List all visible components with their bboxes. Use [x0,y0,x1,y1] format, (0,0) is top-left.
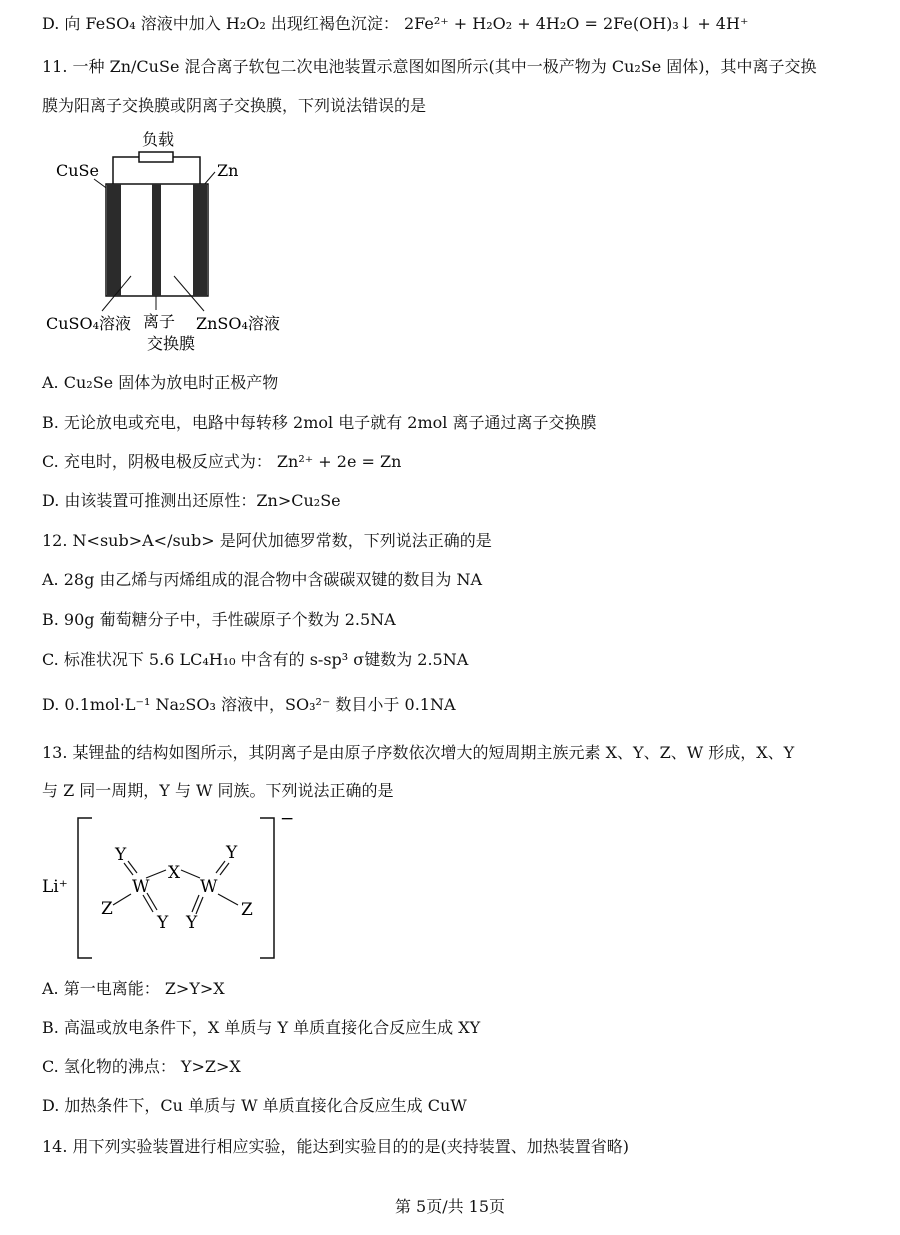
ion-exchange-membrane [152,184,161,296]
q11-option-d: D. 由该装置可推测出还原性：Zn>Cu₂Se [42,491,341,510]
zn-electrode-label: Zn [217,161,239,180]
atom-x: X [168,863,181,883]
right-bracket [260,818,274,958]
q13-option-a: A. 第一电离能： Z>Y>X [42,979,225,998]
q11-stem-line2: 膜为阳离子交换膜或阴离子交换膜，下列说法错误的是 [42,96,427,115]
atom-w-right: W [200,877,218,897]
atom-w-left: W [132,877,150,897]
q12-option-a: A. 28g 由乙烯与丙烯组成的混合物中含碳碳双键的数目为 NA [42,570,483,589]
atom-z-right: Z [241,900,253,920]
atom-y-top-left: Y [115,845,127,865]
q13-option-d: D. 加热条件下，Cu 单质与 W 单质直接化合反应生成 CuW [42,1096,467,1115]
page-number: 第 5页/共 15页 [394,1197,506,1216]
left-wire [113,157,139,185]
load-resistor [139,152,173,162]
q10-option-d: D. 向 FeSO₄ 溶液中加入 H₂O₂ 出现红褐色沉淀： 2Fe²⁺ + H₂O₂ + 4H₂O = 2Fe(OH)₃↓ + 4H⁺ [42,14,749,33]
atom-y-bottom-left: Y [157,913,169,933]
q12-stem: 12. N<sub>A</sub> 是阿伏加德罗常数，下列说法正确的是 [42,531,492,550]
q12-option-b: B. 90g 葡萄糖分子中，手性碳原子个数为 2.5NA [42,610,396,629]
left-bracket [78,818,92,958]
q11-option-a: A. Cu₂Se 固体为放电时正极产物 [42,373,279,392]
q14-stem: 14. 用下列实验装置进行相应实验，能达到实验目的的是(夹持装置、加热装置省略) [42,1137,630,1156]
q13-stem-line2: 与 Z 同一周期，Y 与 W 同族。下列说法正确的是 [42,781,394,800]
membrane-label-line2: 交换膜 [146,334,196,353]
battery-diagram [40,128,300,358]
atom-y-bottom-right: Y [186,913,198,933]
q12-option-d: D. 0.1mol·L⁻¹ Na₂SO₃ 溶液中，SO₃²⁻ 数目小于 0.1NA [42,695,456,714]
cuso4-solution-label: CuSO₄溶液 [46,314,132,333]
atom-y-top-right: Y [226,843,238,863]
anion-charge: − [280,810,295,829]
q11-option-b: B. 无论放电或充电，电路中每转移 2mol 电子就有 2mol 离子通过离子交换膜 [42,413,597,432]
cuse-electrode-label: CuSe [56,161,99,180]
load-label: 负载 [141,130,175,149]
q13-stem-line1: 13. 某锂盐的结构如图所示，其阴离子是由原子序数依次增大的短周期主族元素 X、Y、Z、W 形成，X、Y [42,743,795,762]
atom-z-left: Z [101,899,113,919]
q13-option-c: C. 氢化物的沸点： Y>Z>X [42,1057,241,1076]
q11-option-c: C. 充电时，阴极电极反应式为： Zn²⁺ + 2e = Zn [42,452,402,471]
zn-electrode [193,184,207,296]
lithium-salt-structure [40,810,310,970]
q12-option-c: C. 标准状况下 5.6 LC₄H₁₀ 中含有的 s-sp³ σ键数为 2.5NA [42,650,469,669]
q13-option-b: B. 高温或放电条件下，X 单质与 Y 单质直接化合反应生成 XY [42,1018,481,1037]
cuse-electrode [107,184,121,296]
znso4-solution-label: ZnSO₄溶液 [196,314,280,333]
li-cation: Li⁺ [42,877,68,897]
membrane-label-line1: 离子 [142,312,176,331]
q11-stem-line1: 11. 一种 Zn/CuSe 混合离子软包二次电池装置示意图如图所示(其中一极产物为 Cu₂Se 固体)，其中离子交换 [42,57,817,76]
right-wire [173,157,200,185]
